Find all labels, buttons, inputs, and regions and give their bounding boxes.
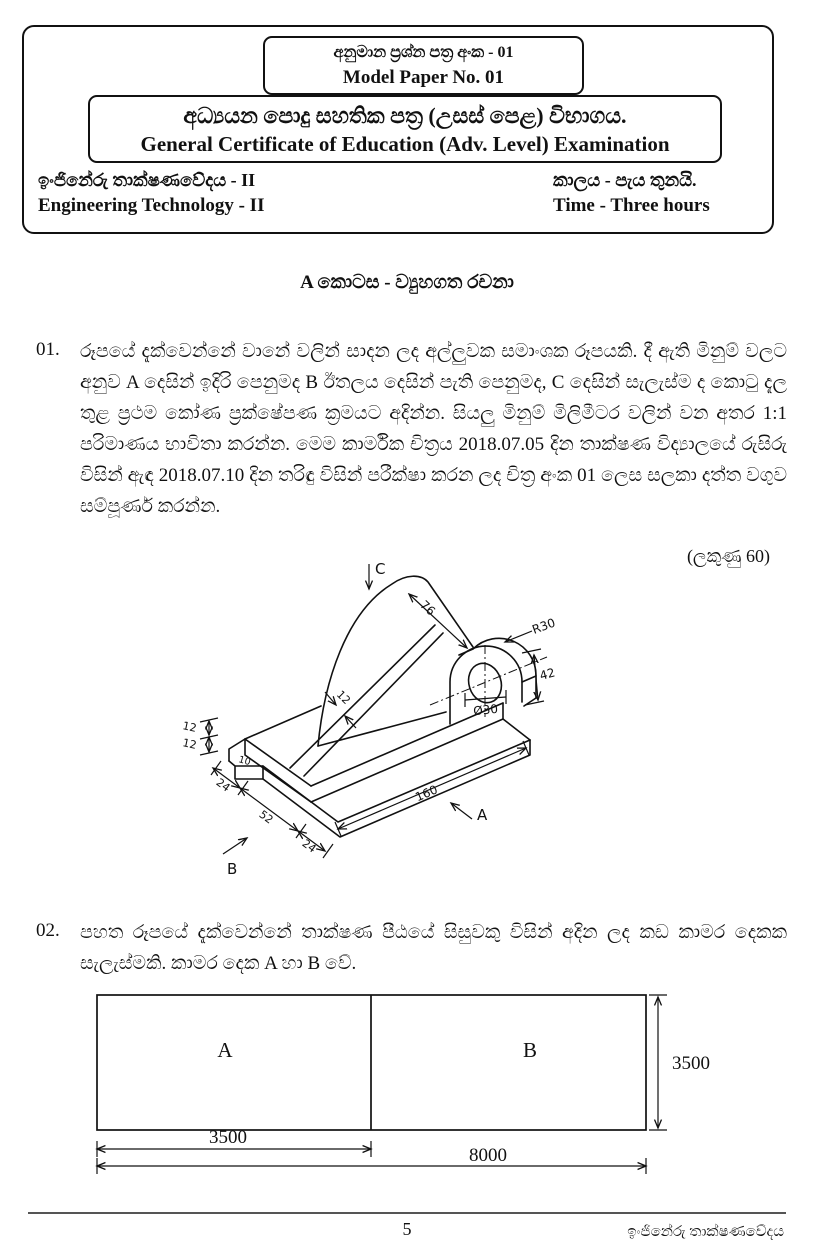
room-b-label: B (522, 1038, 538, 1062)
subject-block (38, 168, 264, 218)
view-arrow-a-label: A (477, 806, 488, 824)
question-2-text: පහත රූපයේ දැක්වෙන්නේ තාක්ෂණ පීඨයේ සිසුවකු විසින් අදින ලද කඩ කාමර දෙකක සැලැස්මකි. කාමර දෙක A හා B වේ. (80, 922, 787, 974)
dim-24-front: 24 (213, 775, 233, 795)
question-2-number: 02. (36, 920, 60, 941)
subject-name-si: ඉංජිනේරු තාක්ෂණවේදය - II (38, 170, 256, 190)
room-dimension-lines (97, 995, 667, 1174)
question-1-marks: (ලකුණු 60) (686, 546, 770, 566)
exam-title-si: අධ්‍යයන පොදු සහතික පත්‍ර (උසස් පෙළ) විභාගය. (183, 102, 627, 128)
model-paper-box (263, 36, 584, 95)
dim-height-3500: 3500 (672, 1053, 710, 1074)
model-paper-title-si: අනුමාන ප්‍රශ්න පත්‍ර අංක - 01 (333, 44, 514, 61)
subject-name-en: Engineering Technology - II (38, 195, 265, 216)
dim-r30: R30 (530, 615, 558, 637)
model-paper-title-en: Model Paper No. 01 (342, 67, 505, 88)
dim-160: 160 (413, 782, 440, 805)
dim-notch-10: 10 (237, 754, 252, 769)
view-arrow-b-label: B (227, 860, 238, 878)
dim-room-a-3500: 3500 (209, 1127, 247, 1148)
dim-76: 76 (417, 597, 439, 619)
room-outline (97, 995, 646, 1130)
room-a-label: A (217, 1038, 233, 1062)
time-si: කාලය - පැය තුනයි. (553, 170, 697, 190)
exam-title-box (88, 95, 722, 163)
dim-42: 42 (538, 665, 557, 683)
figure-2-room-plan (60, 985, 790, 1185)
figure-1-isometric-drawing (178, 556, 582, 900)
dim-left-12-bottom: 12 (181, 736, 198, 752)
question-1-text: රූපයේ දැක්වෙන්නේ වානේ වලින් සාදන ලද අල්ලුවක සමාංශක රූපයකි. දී ඇති මිනුම් වලට අනුව A දෙසින් ඉදිරි පෙනුමද B ඊතලය දෙසින් පැති පෙනුමද, C දෙසින් සැලැස්ම ද කොටු දැල තුළ ප්‍රථම කෝණ ප්‍රක්ෂේපණ ක්‍රමයට අදින්න. සියලු මිනුම් මිලිමීටර වලින් වන අතර 1:1 පරිමාණය භාවිතා කරන්න. මෙම කාර්මික චිත්‍රය 2018.07.05 දින තාක්ෂණ විද්‍යාලයේ රුසිරු විසින් ඇඳ 2018.07.10 දින තරිඳු විසින් පරීක්ෂා කරන ලද චිත්‍ර අංක 01 ලෙස සලකා දත්ත වගුව සම්පූර්ණ කරන්න. (80, 341, 787, 517)
view-arrow-c-label: C (375, 560, 386, 578)
time-en: Time - Three hours (553, 195, 710, 216)
time-block (553, 168, 710, 218)
dimension-labels (181, 560, 557, 878)
dim-rib-12: 12 (333, 687, 354, 708)
question-1-number: 01. (36, 339, 60, 360)
dim-52: 52 (256, 807, 276, 827)
footer-divider (28, 1212, 786, 1214)
page-number: 5 (402, 1219, 412, 1239)
section-a-heading: A කොටස - ව්‍යුහගත රචනා (300, 272, 514, 293)
exam-title-en: General Certificate of Education (Adv. Level) Examination (140, 131, 670, 156)
dim-total-8000: 8000 (469, 1145, 507, 1166)
dim-left-12-top: 12 (181, 719, 198, 735)
dim-24-rear: 24 (299, 836, 319, 856)
footer-subject-text: ඉංජිනේරු තාක්ෂණවේදය (627, 1224, 784, 1240)
dim-dia30: Ø30 (472, 701, 499, 719)
